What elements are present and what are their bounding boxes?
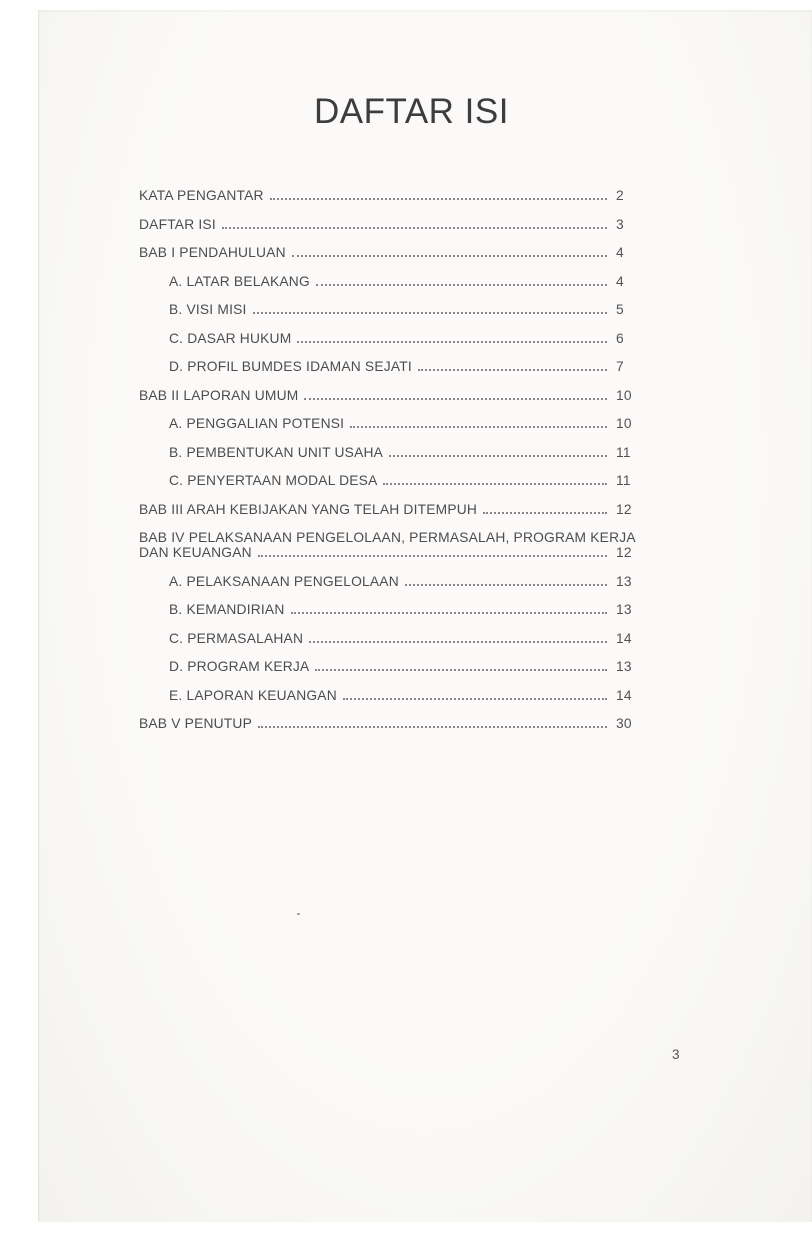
toc-entry [139, 530, 646, 560]
toc-entry-page: 30 [616, 716, 632, 731]
toc-entry-label: A. LATAR BELAKANG [169, 273, 310, 289]
dot-leader [383, 483, 607, 485]
toc-entry-label: B. PEMBENTUKAN UNIT USAHA [169, 444, 384, 460]
toc-entry [139, 416, 646, 431]
toc-entry [139, 602, 646, 617]
page-title: DAFTAR ISI [314, 92, 509, 131]
toc-entry-label: DAFTAR ISI [139, 216, 216, 232]
toc-entry-page: 14 [616, 687, 632, 703]
toc-entry [139, 388, 646, 403]
toc-entry-line [139, 245, 646, 260]
toc-entry-line [169, 359, 646, 374]
toc-entry-page: 2 [616, 188, 624, 203]
footer-page-number: 3 [672, 1047, 680, 1062]
toc-entry-line [169, 274, 646, 289]
toc-entry-page: 13 [616, 659, 632, 674]
toc-entry [139, 659, 646, 674]
dot-leader [253, 312, 607, 314]
toc-entry-line [169, 331, 646, 346]
toc-entry-line [139, 545, 646, 560]
toc-entry-label: BAB III ARAH KEBIJAKAN YANG TELAH DITEMPUH [139, 501, 478, 517]
toc-entry-label: BAB II LAPORAN UMUM [139, 387, 299, 403]
toc-entry-label: C. PERMASALAHAN [169, 630, 304, 646]
dot-leader [270, 198, 607, 200]
toc-entry-line [169, 659, 646, 674]
toc-entry [139, 331, 646, 346]
toc-entry-line [139, 716, 646, 731]
toc-entry-label: C. PENYERTAAN MODAL DESA [169, 473, 378, 488]
scanned-page [38, 10, 812, 1222]
toc-entry-line [139, 502, 646, 517]
dot-leader [297, 341, 607, 343]
dot-leader [389, 455, 607, 457]
toc-entry-page: 11 [616, 444, 631, 460]
toc-entry-label: A. PENGGALIAN POTENSI [169, 416, 345, 431]
toc-entry-line [169, 631, 646, 646]
toc-entry-page: 10 [616, 416, 632, 431]
toc-entry-page: 4 [616, 245, 624, 260]
toc-entry-label: BAB V PENUTUP [139, 716, 253, 731]
dot-leader [483, 512, 607, 514]
toc-entry-label: A. PELAKSANAAN PENGELOLAAN [169, 573, 399, 589]
toc-entry-label: DAN KEUANGAN [139, 545, 252, 560]
toc-entry [139, 217, 646, 232]
toc-entry [139, 716, 646, 731]
toc-entry-label: C. DASAR HUKUM [169, 330, 292, 346]
toc-entry-line [169, 688, 646, 703]
toc-entry [139, 574, 646, 589]
toc-entry-label: BAB IV PELAKSANAAN PENGELOLAAN, PERMASALAH, PROGRAM KERJA [139, 530, 636, 545]
toc-entry-page: 5 [616, 302, 624, 317]
toc-entry [139, 688, 646, 703]
toc-entry-page: 3 [616, 216, 624, 232]
toc-entry-line [169, 574, 646, 589]
toc-entry-page: 4 [616, 273, 624, 289]
dot-leader [316, 284, 607, 286]
toc-entry-line [139, 388, 646, 403]
dot-leader [258, 726, 607, 728]
toc-entry [139, 302, 646, 317]
scan-speck [297, 913, 300, 915]
toc-entry [139, 188, 646, 203]
toc-entry-label: BAB I PENDAHULUAN [139, 245, 286, 260]
toc-entry-page: 10 [616, 387, 632, 403]
toc-entry [139, 245, 646, 260]
toc-entry-page: 6 [616, 330, 624, 346]
toc-entry-page: 12 [616, 501, 632, 517]
toc-entry-label: D. PROGRAM KERJA [169, 659, 310, 674]
dot-leader [418, 369, 607, 371]
toc-entry-label: B. KEMANDIRIAN [169, 602, 285, 617]
dot-leader [343, 698, 607, 700]
toc-entry [139, 445, 646, 460]
toc-entry-page: 11 [616, 473, 631, 488]
toc-entry-page: 14 [616, 630, 632, 646]
dot-leader [258, 555, 607, 557]
dot-leader [292, 255, 607, 257]
toc-entry [139, 502, 646, 517]
toc-entry-line [169, 445, 646, 460]
dot-leader [405, 584, 607, 586]
dot-leader [315, 669, 607, 671]
dot-leader [304, 398, 607, 400]
toc-entry-label: KATA PENGANTAR [139, 188, 264, 203]
toc-entry [139, 473, 646, 488]
dot-leader [309, 641, 607, 643]
toc-entry-line [169, 302, 646, 317]
toc-entry-page: 7 [616, 359, 624, 374]
toc-entry-page: 12 [616, 545, 632, 560]
toc-entry-label: E. LAPORAN KEUANGAN [169, 687, 337, 703]
toc-entry-line [139, 217, 646, 232]
toc-entry-page: 13 [616, 573, 632, 589]
dot-leader [291, 612, 608, 614]
toc-entry [139, 274, 646, 289]
toc-entry [139, 359, 646, 374]
toc-entry-label: D. PROFIL BUMDES IDAMAN SEJATI [169, 359, 412, 374]
toc-entry-line [169, 602, 646, 617]
toc-entry [139, 631, 646, 646]
toc-list [139, 188, 646, 745]
dot-leader [222, 227, 607, 229]
toc-entry-line [139, 188, 646, 203]
dot-leader [350, 426, 607, 428]
toc-entry-line [169, 473, 646, 488]
toc-entry-label: B. VISI MISI [169, 302, 247, 317]
toc-entry-page: 13 [616, 602, 632, 617]
toc-entry-line [169, 416, 646, 431]
toc-entry-line [139, 530, 646, 545]
